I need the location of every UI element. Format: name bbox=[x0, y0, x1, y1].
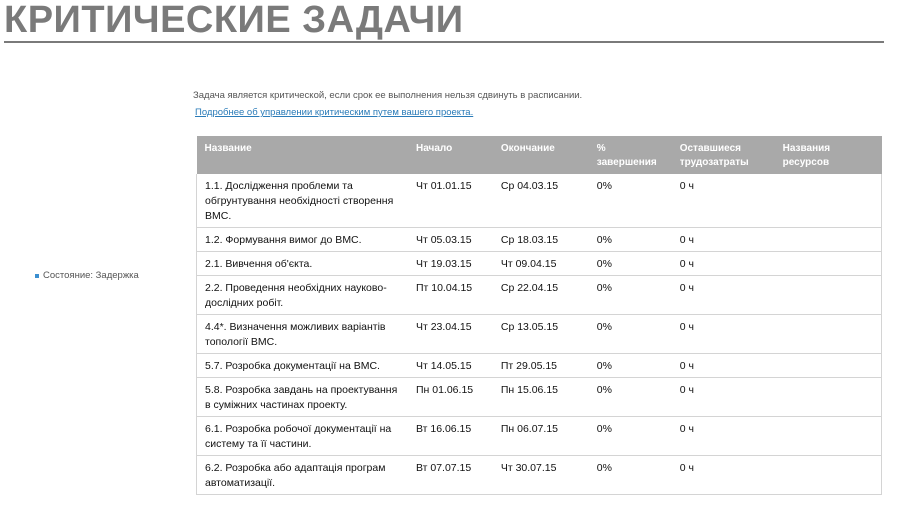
task-start: Чт 19.03.15 bbox=[408, 252, 493, 276]
task-start: Вт 16.06.15 bbox=[408, 417, 493, 456]
task-percent: 0% bbox=[589, 315, 672, 354]
column-header-end: Окончание bbox=[493, 136, 589, 174]
task-resources bbox=[775, 378, 882, 417]
task-end: Чт 30.07.15 bbox=[493, 456, 589, 495]
table-row bbox=[197, 315, 882, 354]
task-start: Чт 01.01.15 bbox=[408, 174, 493, 228]
task-remaining: 0 ч bbox=[672, 378, 775, 417]
title-divider bbox=[4, 41, 884, 43]
task-resources bbox=[775, 417, 882, 456]
task-percent: 0% bbox=[589, 417, 672, 456]
task-name: 5.8. Розробка завдань на проектування в суміжних частинах проекту. bbox=[197, 378, 408, 417]
task-start: Чт 05.03.15 bbox=[408, 228, 493, 252]
task-end: Пн 15.06.15 bbox=[493, 378, 589, 417]
task-percent: 0% bbox=[589, 378, 672, 417]
legend-marker-icon bbox=[35, 274, 39, 278]
task-start: Вт 07.07.15 bbox=[408, 456, 493, 495]
table-row bbox=[197, 378, 882, 417]
task-resources bbox=[775, 354, 882, 378]
critical-tasks-table bbox=[196, 136, 882, 495]
task-resources bbox=[775, 315, 882, 354]
task-start: Пт 10.04.15 bbox=[408, 276, 493, 315]
task-name: 1.2. Формування вимог до ВМС. bbox=[197, 228, 408, 252]
task-end: Пн 06.07.15 bbox=[493, 417, 589, 456]
table-row bbox=[197, 252, 882, 276]
column-header-percent: % завершения bbox=[589, 136, 672, 174]
task-remaining: 0 ч bbox=[672, 252, 775, 276]
task-name: 4.4*. Визначення можливих варіантів топології ВМС. bbox=[197, 315, 408, 354]
legend-label: Состояние: Задержка bbox=[43, 270, 139, 281]
task-resources bbox=[775, 174, 882, 228]
column-header-remaining-work: Оставшиеся трудозатраты bbox=[672, 136, 775, 174]
task-name: 6.2. Розробка або адаптація програм автоматизації. bbox=[197, 456, 408, 495]
task-remaining: 0 ч bbox=[672, 456, 775, 495]
task-remaining: 0 ч bbox=[672, 354, 775, 378]
status-legend bbox=[35, 270, 139, 281]
task-end: Чт 09.04.15 bbox=[493, 252, 589, 276]
table-row bbox=[197, 354, 882, 378]
task-resources bbox=[775, 456, 882, 495]
task-name: 2.1. Вивчення об'єкта. bbox=[197, 252, 408, 276]
task-name: 5.7. Розробка документації на ВМС. bbox=[197, 354, 408, 378]
table-row bbox=[197, 276, 882, 315]
task-resources bbox=[775, 252, 882, 276]
column-header-name: Название bbox=[197, 136, 408, 174]
column-header-resources: Названия ресурсов bbox=[775, 136, 882, 174]
task-start: Пн 01.06.15 bbox=[408, 378, 493, 417]
critical-path-help-link[interactable]: Подробнее об управлении критическим путем вашего проекта. bbox=[195, 107, 474, 118]
task-end: Ср 22.04.15 bbox=[493, 276, 589, 315]
task-remaining: 0 ч bbox=[672, 228, 775, 252]
table-row bbox=[197, 174, 882, 228]
task-end: Ср 18.03.15 bbox=[493, 228, 589, 252]
table-row bbox=[197, 417, 882, 456]
task-name: 6.1. Розробка робочої документації на систему та її частини. bbox=[197, 417, 408, 456]
task-end: Ср 13.05.15 bbox=[493, 315, 589, 354]
task-percent: 0% bbox=[589, 228, 672, 252]
column-header-start: Начало bbox=[408, 136, 493, 174]
task-percent: 0% bbox=[589, 252, 672, 276]
task-percent: 0% bbox=[589, 456, 672, 495]
task-remaining: 0 ч bbox=[672, 417, 775, 456]
table-header-row bbox=[197, 136, 882, 174]
description-text: Задача является критической, если срок ее выполнения нельзя сдвинуть в расписании. bbox=[193, 90, 583, 101]
task-start: Чт 14.05.15 bbox=[408, 354, 493, 378]
task-percent: 0% bbox=[589, 354, 672, 378]
task-remaining: 0 ч bbox=[672, 315, 775, 354]
task-start: Чт 23.04.15 bbox=[408, 315, 493, 354]
task-name: 2.2. Проведення необхідних науково-дослідних робіт. bbox=[197, 276, 408, 315]
task-remaining: 0 ч bbox=[672, 174, 775, 228]
task-resources bbox=[775, 228, 882, 252]
task-resources bbox=[775, 276, 882, 315]
task-end: Пт 29.05.15 bbox=[493, 354, 589, 378]
task-remaining: 0 ч bbox=[672, 276, 775, 315]
task-percent: 0% bbox=[589, 174, 672, 228]
table-row bbox=[197, 456, 882, 495]
table-row bbox=[197, 228, 882, 252]
task-name: 1.1. Дослідження проблеми та обгрунтування необхідності створення ВМС. bbox=[197, 174, 408, 228]
task-end: Ср 04.03.15 bbox=[493, 174, 589, 228]
task-percent: 0% bbox=[589, 276, 672, 315]
page-title: КРИТИЧЕСКИЕ ЗАДАЧИ bbox=[4, 0, 464, 41]
